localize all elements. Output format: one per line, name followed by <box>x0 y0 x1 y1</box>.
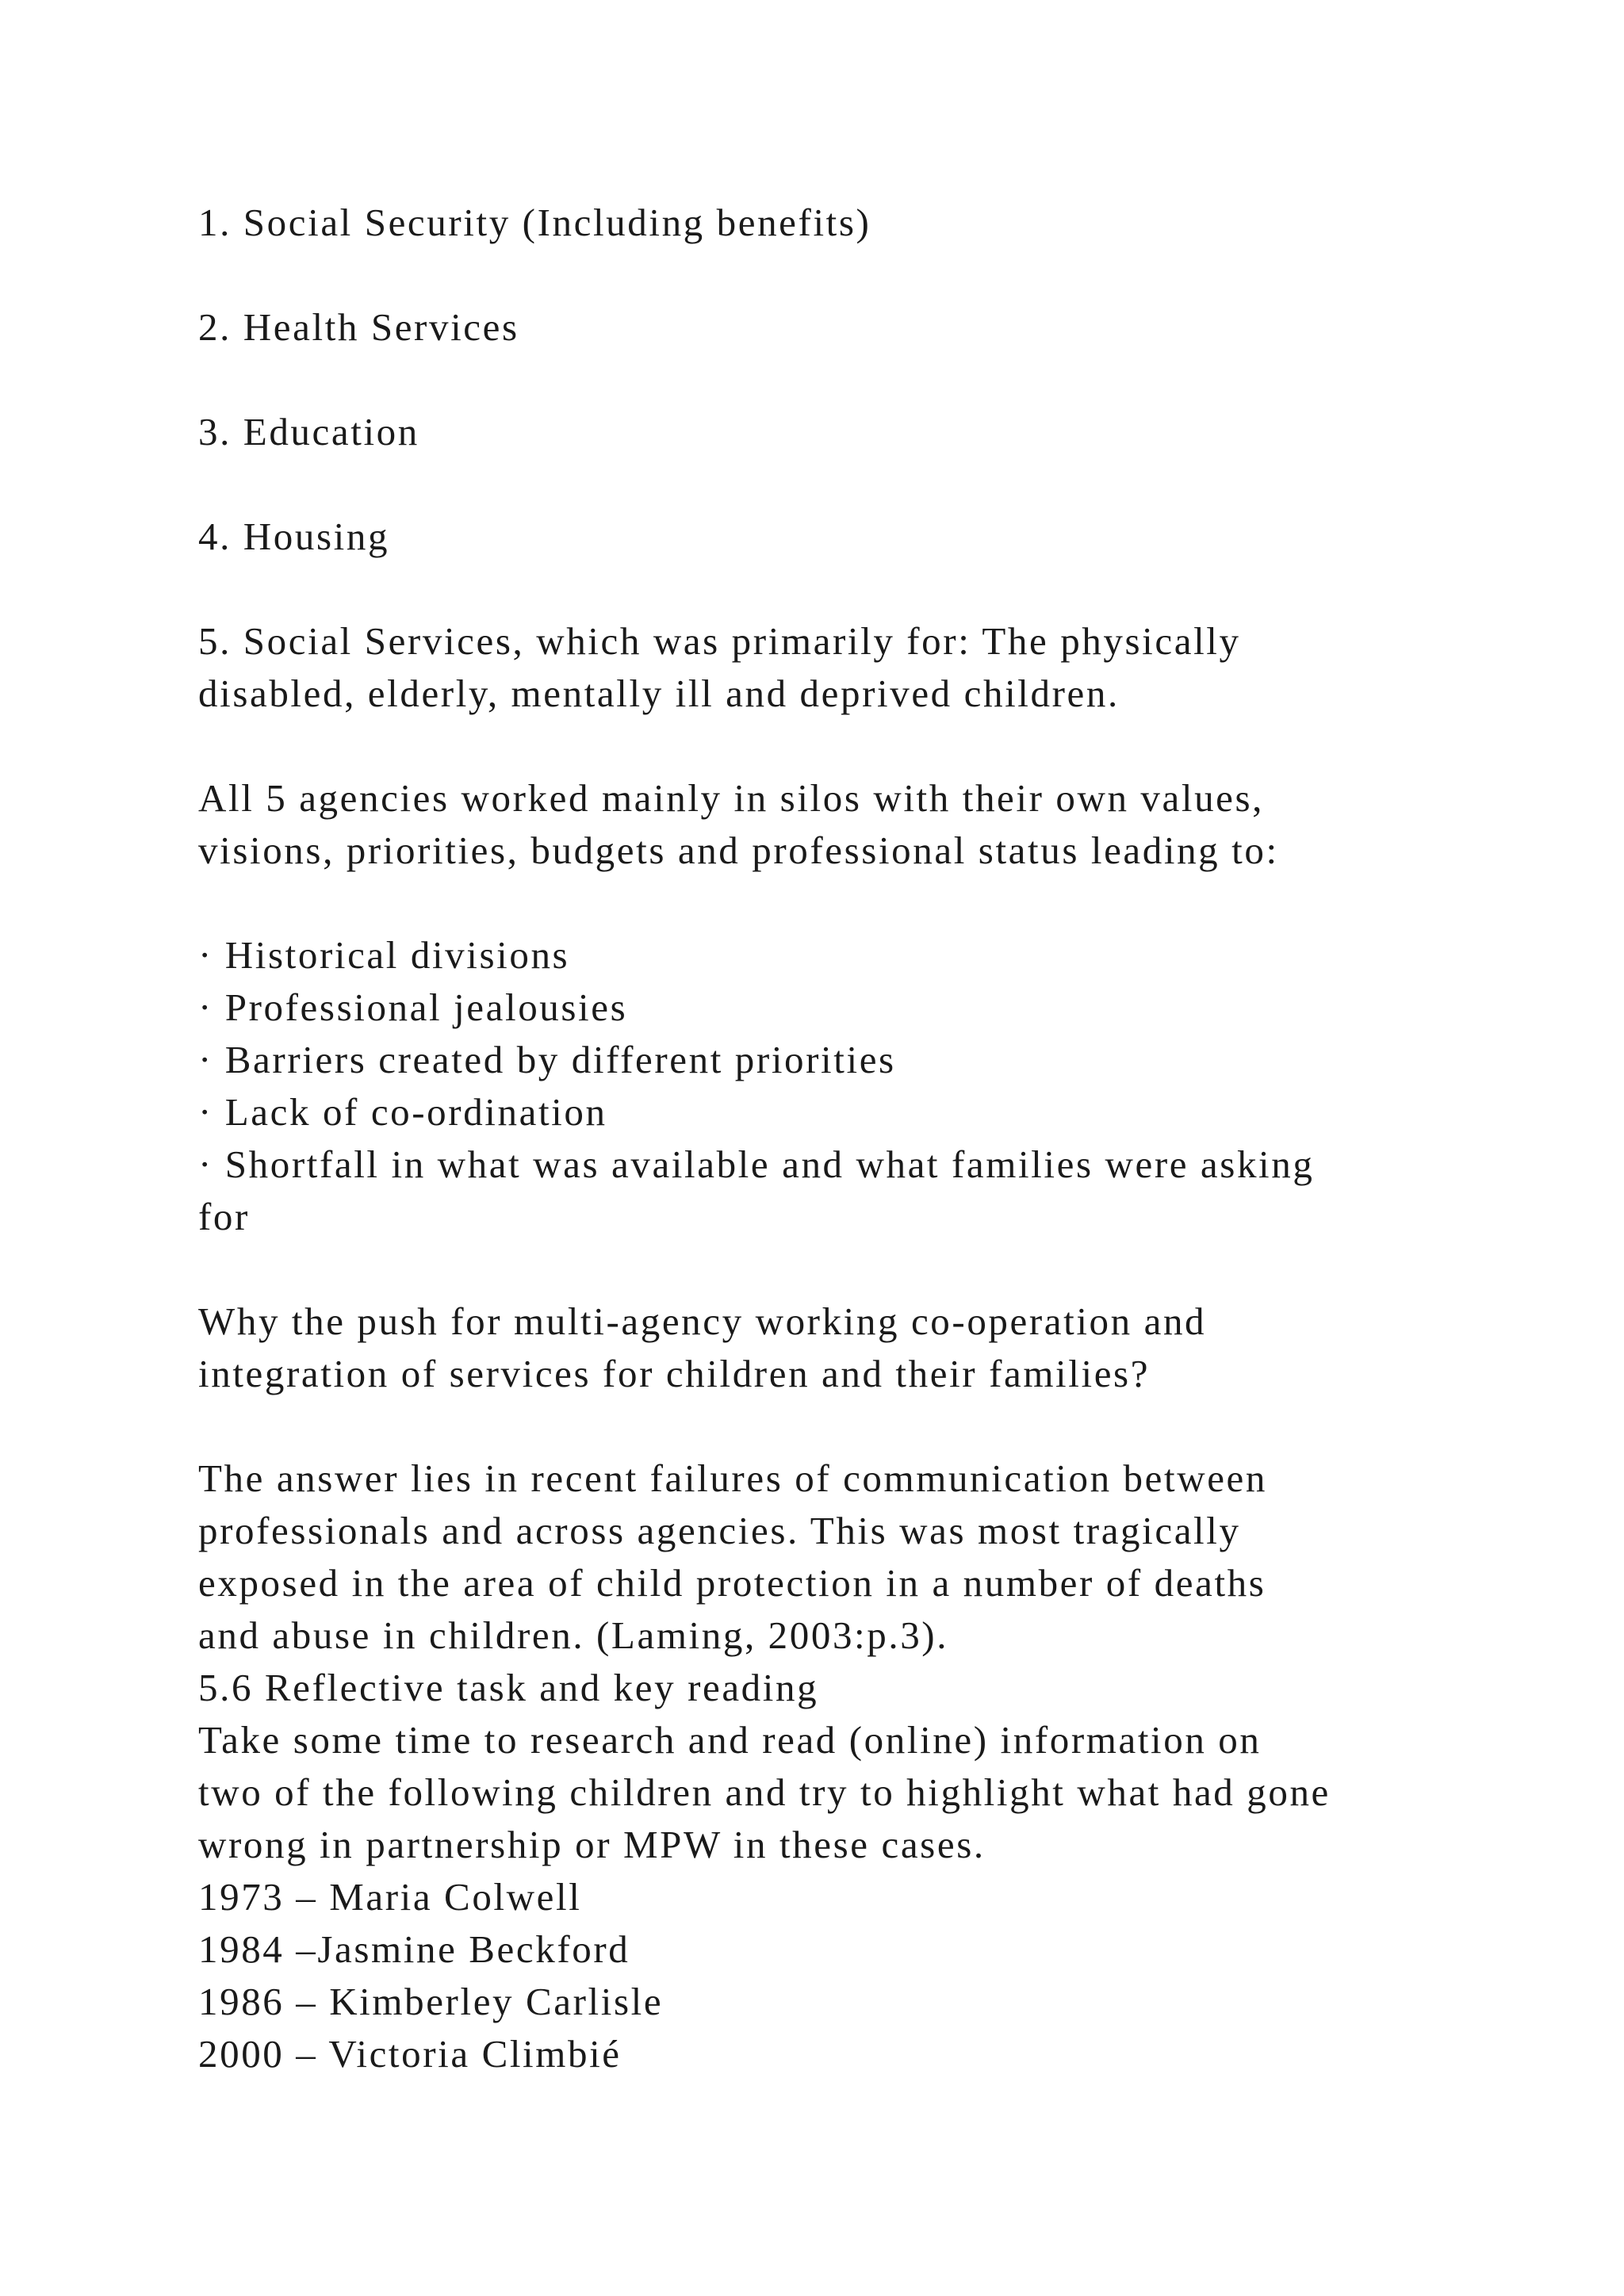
list-item-health-services: 2. Health Services <box>198 305 519 349</box>
list-item-social-security: 1. Social Security (Including benefits) <box>198 201 871 244</box>
bullet-item: · Professional jealousies <box>198 985 628 1029</box>
bullet-item: · Barriers created by different priorities <box>198 1038 896 1081</box>
list-item-social-services: 5. Social Services, which was primarily for: The physically <box>198 619 1241 663</box>
list-item-education: 3. Education <box>198 410 419 453</box>
case-item: 2000 – Victoria Climbié <box>198 2032 622 2076</box>
list-item-housing: 4. Housing <box>198 515 390 558</box>
bullet-item-continued: for <box>198 1195 250 1238</box>
answer-line: professionals and across agencies. This was most tragically <box>198 1509 1241 1552</box>
case-item: 1984 –Jasmine Beckford <box>198 1927 630 1971</box>
task-text-line: two of the following children and try to highlight what had gone <box>198 1770 1331 1814</box>
bullet-item: · Lack of co-ordination <box>198 1090 607 1134</box>
bullet-item: · Historical divisions <box>198 933 570 977</box>
bullet-item: · Shortfall in what was available and what families were asking <box>198 1142 1315 1186</box>
case-item: 1986 – Kimberley Carlisle <box>198 1980 664 2023</box>
case-item: 1973 – Maria Colwell <box>198 1875 582 1919</box>
question-line: Why the push for multi-agency working co-operation and <box>198 1299 1207 1343</box>
task-text-line: wrong in partnership or MPW in these cases. <box>198 1823 986 1866</box>
question-line: integration of services for children and their families? <box>198 1352 1151 1395</box>
task-heading: 5.6 Reflective task and key reading <box>198 1666 819 1709</box>
answer-line: The answer lies in recent failures of communication between <box>198 1456 1267 1500</box>
agencies-paragraph-line: All 5 agencies worked mainly in silos with their own values, <box>198 776 1265 820</box>
answer-line: exposed in the area of child protection in a number of deaths <box>198 1561 1266 1605</box>
agencies-paragraph-line: visions, priorities, budgets and professional status leading to: <box>198 828 1279 872</box>
list-item-social-services-continued: disabled, elderly, mentally ill and deprived children. <box>198 672 1120 715</box>
answer-line: and abuse in children. (Laming, 2003:p.3). <box>198 1613 949 1657</box>
task-text-line: Take some time to research and read (online) information on <box>198 1718 1262 1762</box>
